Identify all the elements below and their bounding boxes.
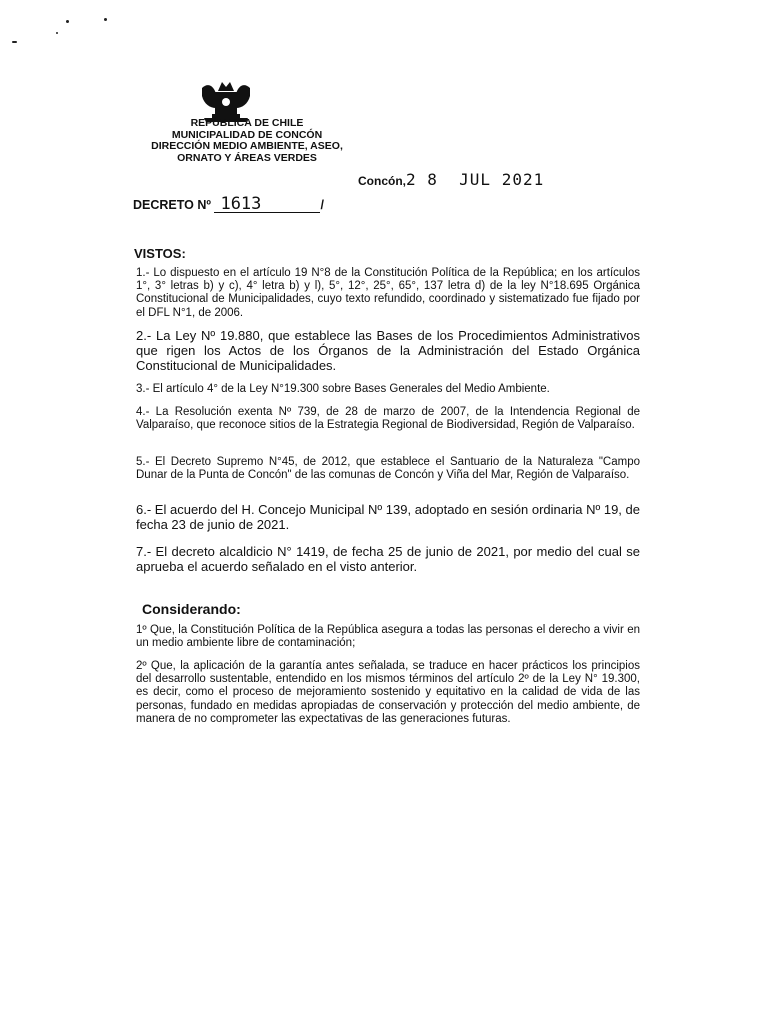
date-stamp: 2 8 JUL 2021 [406, 170, 545, 189]
decree-number-line [133, 196, 324, 213]
vistos-item-1: 1.- Lo dispuesto en el artículo 19 N°8 de la Constitución Política de la República; en los artículos 1°, 3° letras b) y c), 4° letra b) y l), 5°, 12°, 25°, 65°, 137 letra d) de la ley N°18.695 Orgánica Constitucional de Municipalidades, cuyo texto refundido, coordinado y sistematizado fue fijado por el DFL N°1, de 2006. [136, 267, 640, 319]
decree-suffix: / [320, 198, 324, 212]
vistos-item-6: 6.- El acuerdo del H. Concejo Municipal Nº 139, adoptado en sesión ordinaria Nº 19, de fecha 23 de junio de 2021. [136, 502, 640, 532]
considerando-title: Considerando: [142, 601, 241, 617]
vistos-title: VISTOS: [134, 246, 186, 261]
header-line-2: MUNICIPALIDAD DE CONCÓN [171, 128, 323, 141]
header-line-3: DIRECCIÓN MEDIO AMBIENTE, ASEO, [151, 140, 343, 152]
header-line-1: REPÚBLICA DE CHILE [190, 117, 304, 129]
vistos-item-5: 5.- El Decreto Supremo N°45, de 2012, que establece el Santuario de la Naturaleza "Campo Dunar de la Punta de Concón" de las comunas de Concón y Viña del Mar, Región de Valparaíso. [136, 456, 640, 482]
vistos-item-7: 7.- El decreto alcaldicio N° 1419, de fecha 25 de junio de 2021, por medio del cual se aprueba el acuerdo señalado en el visto anterior. [136, 544, 640, 574]
vistos-item-4: 4.- La Resolución exenta Nº 739, de 28 de marzo de 2007, de la Intendencia Regional de Valparaíso, que reconoce sitios de la Estrategia Regional de Biodiversidad, Región de Valparaíso. [136, 406, 640, 432]
institution-header [132, 118, 362, 164]
header-line-4: ORNATO Y ÁREAS VERDES [177, 151, 317, 164]
considerando-item-2: 2º Que, la aplicación de la garantía antes señalada, se traduce en hacer prácticos los principios del desarrollo sustentable, entendido en los mismos términos del artículo 2º de la Ley N° 19.300, es decir, como el proceso de mejoramiento sostenido y equitativo en la calidad de vida de las personas, fundado en medidas apropiadas de conservación y protección del medio ambiente, de manera de no comprometer las expectativas de las generaciones futuras. [136, 660, 640, 725]
place-and-date [358, 170, 544, 190]
considerando-item-1: 1º Que, la Constitución Política de la República asegura a todas las personas el derecho a vivir en un medio ambiente libre de contaminación; [136, 624, 640, 650]
vistos-item-3: 3.- El artículo 4° de la Ley N°19.300 sobre Bases Generales del Medio Ambiente. [136, 383, 550, 395]
decree-number: 1613 [214, 196, 320, 213]
decree-label: DECRETO Nº [133, 198, 211, 212]
place: Concón, [358, 174, 406, 188]
vistos-item-2: 2.- La Ley Nº 19.880, que establece las Bases de los Procedimientos Administrativos que rigen los Actos de los Órganos de la Administración del Estado Orgánica Constitucional de Municipalidades. [136, 328, 640, 373]
